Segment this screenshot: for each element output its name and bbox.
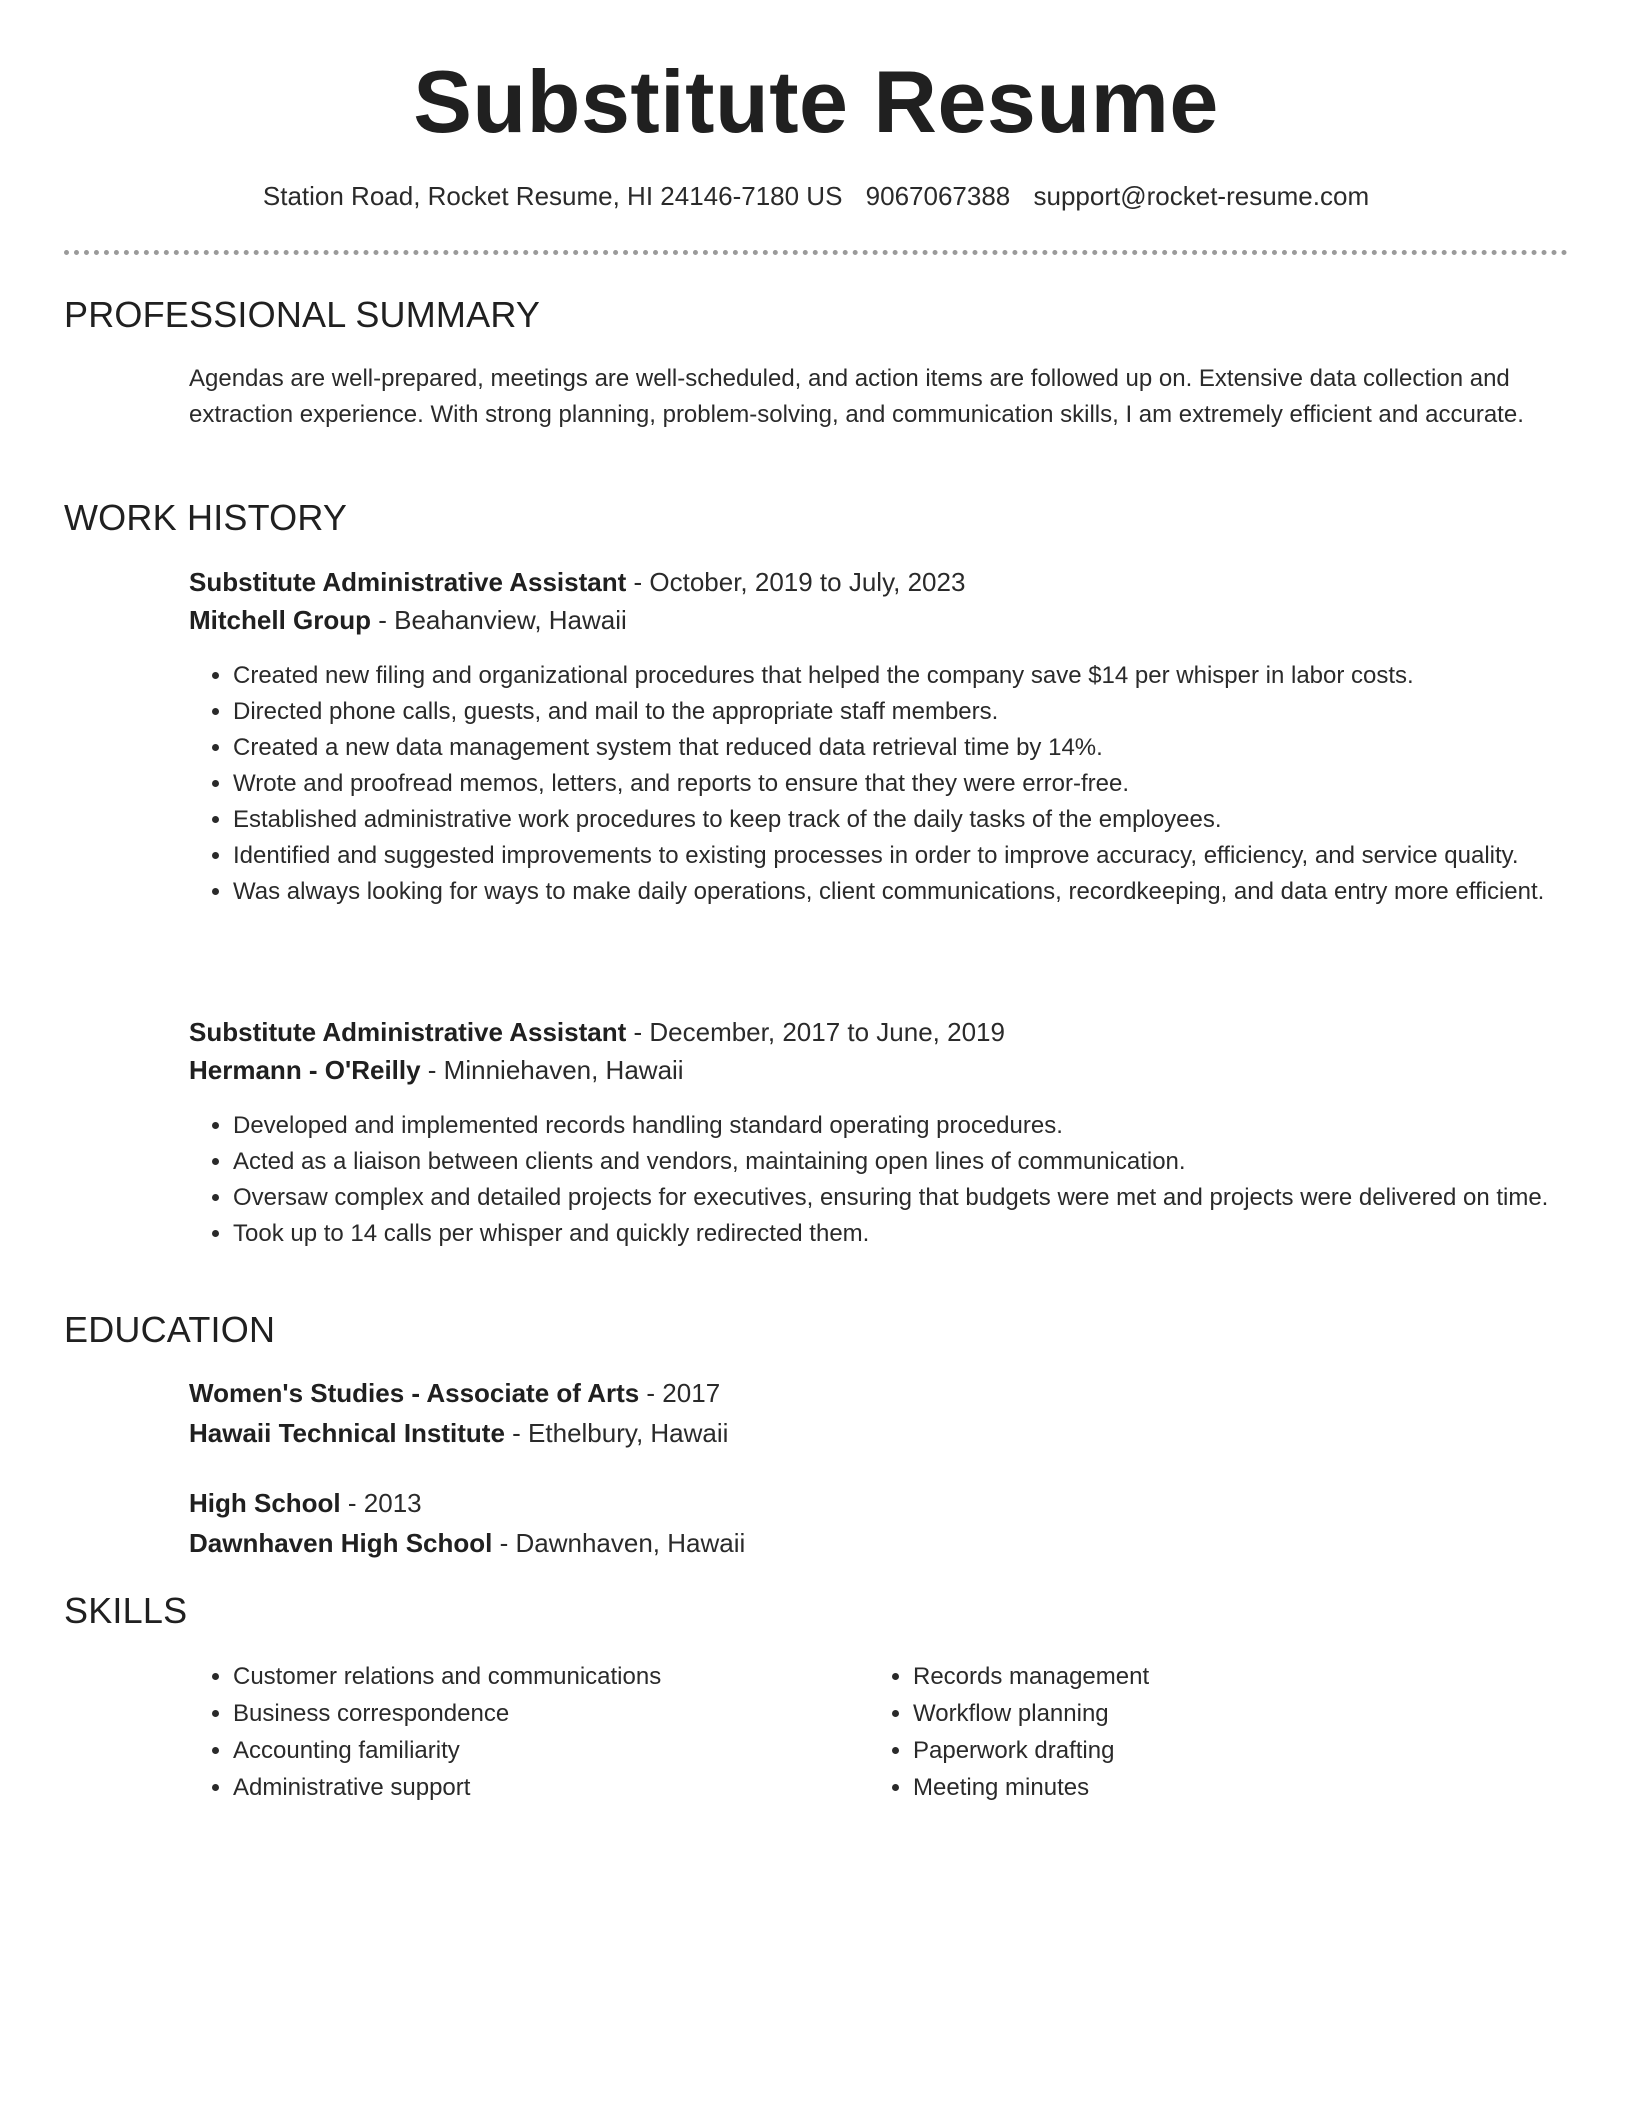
job-2-company: Hermann - O'Reilly: [189, 1055, 421, 1085]
list-item: • Meeting minutes: [913, 1769, 1513, 1806]
work-history-heading: WORK HISTORY: [64, 497, 348, 538]
job-1-bullets: [189, 658, 1603, 910]
list-item: • Took up to 14 calls per whisper and quickly redirected them.: [233, 1216, 1603, 1252]
education-2-degree: High School: [189, 1488, 341, 1518]
education-2-school: Dawnhaven High School: [189, 1528, 493, 1558]
list-item: • Business correspondence: [233, 1695, 833, 1732]
skills-right-list: [869, 1658, 1513, 1806]
list-item: • Established administrative work procedures to keep track of the daily tasks of the employees.: [233, 802, 1603, 838]
job-2-title-line: [189, 1017, 1005, 1048]
list-item: • Created a new data management system that reduced data retrieval time by 14%.: [233, 730, 1603, 766]
education-1-degree-line: [189, 1378, 720, 1409]
contact-phone: 9067067388: [865, 181, 1011, 211]
summary-text: Agendas are well-prepared, meetings are well-scheduled, and action items are followed up on. Extensive data collection and extraction experience. With strong planning, problem-solving, and communication skills, I am extremely efficient and accurate.: [189, 365, 1524, 428]
list-item: • Directed phone calls, guests, and mail to the appropriate staff members.: [233, 694, 1603, 730]
list-item: • Paperwork drafting: [913, 1732, 1513, 1769]
education-1-school: Hawaii Technical Institute: [189, 1418, 505, 1448]
summary-heading: PROFESSIONAL SUMMARY: [64, 294, 541, 335]
list-item: • Developed and implemented records handling standard operating procedures.: [233, 1108, 1603, 1144]
education-1-school-line: [189, 1418, 728, 1449]
job-1-location: - Beahanview, Hawaii: [371, 605, 627, 635]
job-2-bullets: [189, 1108, 1603, 1252]
education-2-degree-line: [189, 1488, 422, 1519]
job-2-title: Substitute Administrative Assistant: [189, 1017, 627, 1047]
list-item: • Customer relations and communications: [233, 1658, 833, 1695]
job-2-company-line: [189, 1055, 684, 1086]
contact-address: Station Road, Rocket Resume, HI 24146-7180 US: [262, 181, 843, 211]
job-1-dates: - October, 2019 to July, 2023: [626, 567, 966, 597]
job-1-title-line: [189, 567, 965, 598]
education-2-location: - Dawnhaven, Hawaii: [492, 1528, 746, 1558]
education-2-school-line: [189, 1528, 745, 1559]
list-item: • Administrative support: [233, 1769, 833, 1806]
job-1-title: Substitute Administrative Assistant: [189, 567, 627, 597]
list-item: • Records management: [913, 1658, 1513, 1695]
job-1-company-line: [189, 605, 627, 636]
education-1-year: - 2017: [639, 1378, 721, 1408]
job-2-location: - Minniehaven, Hawaii: [420, 1055, 684, 1085]
contact-email: support@rocket-resume.com: [1033, 181, 1370, 211]
resume-title: Substitute Resume: [413, 52, 1219, 151]
job-2-dates: - December, 2017 to June, 2019: [626, 1017, 1005, 1047]
list-item: • Wrote and proofread memos, letters, and reports to ensure that they were error-free.: [233, 766, 1603, 802]
list-item: • Oversaw complex and detailed projects for executives, ensuring that budgets were met and projects were delivered on time.: [233, 1180, 1603, 1216]
list-item: • Was always looking for ways to make daily operations, client communications, recordkeeping, and data entry more efficient.: [233, 874, 1603, 910]
job-1-company: Mitchell Group: [189, 605, 371, 635]
list-item: • Created new filing and organizational procedures that helped the company save $14 per whisper in labor costs.: [233, 658, 1603, 694]
list-item: • Acted as a liaison between clients and vendors, maintaining open lines of communication.: [233, 1144, 1603, 1180]
list-item: • Identified and suggested improvements to existing processes in order to improve accuracy, efficiency, and service quality.: [233, 838, 1603, 874]
skills-heading: SKILLS: [64, 1590, 188, 1631]
skills-left-list: [189, 1658, 833, 1806]
education-1-location: - Ethelbury, Hawaii: [504, 1418, 729, 1448]
contact-line: [0, 181, 1632, 212]
education-2-year: - 2013: [340, 1488, 422, 1518]
list-item: • Accounting familiarity: [233, 1732, 833, 1769]
education-1-degree: Women's Studies - Associate of Arts: [189, 1378, 640, 1408]
header-divider: [64, 250, 1568, 255]
education-heading: EDUCATION: [64, 1309, 276, 1350]
list-item: • Workflow planning: [913, 1695, 1513, 1732]
